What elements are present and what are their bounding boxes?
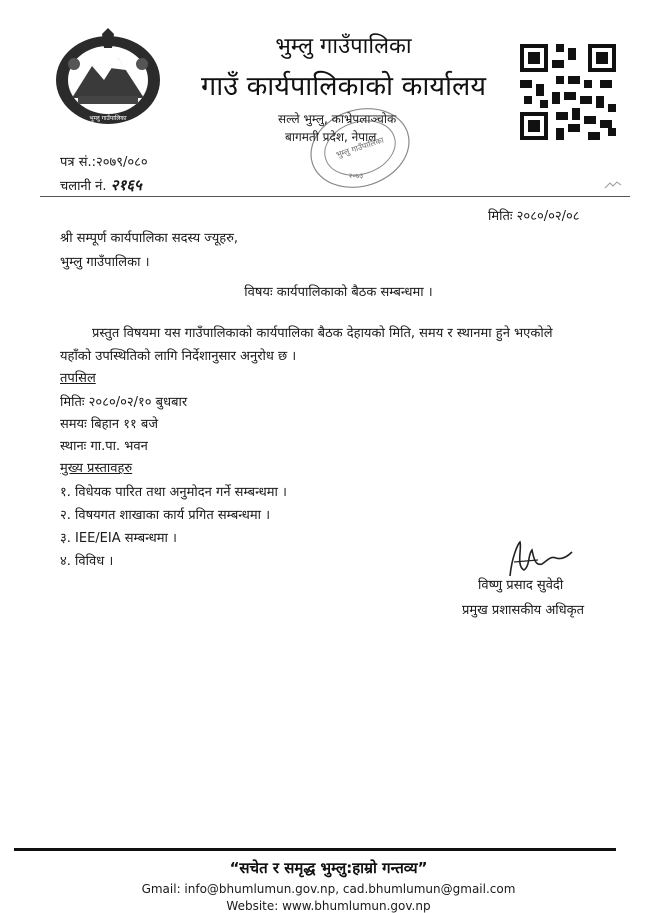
- scribble-mark: [604, 180, 622, 190]
- address-line-2: बागमती प्रदेश, नेपाल: [285, 130, 377, 144]
- address-line-1: सल्ले भुम्लु, काभ्रेपलाञ्चोक: [278, 112, 397, 126]
- office-name: गाउँ कार्यपालिकाको कार्यालय: [201, 71, 486, 102]
- proposal-item: १. विधेयक पारित तथा अनुमोदन गर्ने सम्बन्धमा ।: [60, 485, 287, 500]
- proposal-item: २. विषयगत शाखाका कार्य प्रगित सम्बन्धमा ।: [60, 508, 271, 523]
- proposal-item: ४. विविध ।: [60, 554, 114, 569]
- footer-email: Gmail: info@bhumlumun.gov.np, cad.bhumlumun@gmail.com: [141, 882, 516, 896]
- letter-subject: विषयः कार्यपालिकाको बैठक सम्बन्धमा ।: [244, 285, 433, 300]
- footer-divider: [14, 848, 616, 851]
- letter-reference-number: पत्र सं.:२०७९/०८०: [60, 155, 148, 170]
- qr-code-icon: [520, 44, 616, 140]
- dispatch-label: चलानी नं.: [60, 179, 107, 194]
- signatory-name: विष्णु प्रसाद सुवेदी: [478, 578, 564, 593]
- recipient-office: भुम्लु गाउँपालिका ।: [60, 255, 150, 270]
- header-divider: [40, 196, 630, 197]
- signatory-title: प्रमुख प्रशासकीय अधिकृत: [462, 603, 585, 618]
- dispatch-number: [60, 175, 142, 195]
- body-paragraph-line-2: यहाँको उपस्थितिको लागि निर्देशानुसार अनुरोध छ ।: [60, 349, 297, 364]
- stamp-text: भुम्लु गाउँपालिका: [334, 135, 385, 160]
- emblem-text: भुम्लु गाउँपालिका: [89, 115, 127, 122]
- meeting-date: मितिः २०८०/०२/१० बुधबार: [60, 395, 188, 410]
- proposals-heading: मुख्य प्रस्तावहरु: [60, 461, 133, 476]
- org-name: भुम्लु गाउँपालिका: [275, 34, 412, 59]
- stamp-year: २०७३: [348, 172, 364, 180]
- footer-slogan: “सचेत र समृद्ध भुम्लु:हाम्रो गन्तव्य”: [229, 859, 428, 877]
- dispatch-value: २१६५: [110, 176, 142, 194]
- recipient-line: श्री सम्पूर्ण कार्यपालिका सदस्य ज्यूहरु,: [60, 231, 239, 246]
- meeting-place: स्थानः गा.पा. भवन: [60, 439, 148, 454]
- proposal-item: ३. IEE/EIA सम्बन्धमा ।: [60, 531, 177, 546]
- details-heading: तपसिल: [60, 371, 96, 386]
- body-paragraph-line-1: प्रस्तुत विषयमा यस गाउँपालिकाको कार्यपालिका बैठक देहायको मिति, समय र स्थानमा हुने भएकोले: [92, 326, 553, 341]
- meeting-time: समयः बिहान ११ बजे: [60, 417, 158, 432]
- letter-date: मितिः २०८०/०२/०८: [488, 209, 580, 224]
- footer-website: Website: www.bhumlumun.gov.np: [226, 899, 431, 913]
